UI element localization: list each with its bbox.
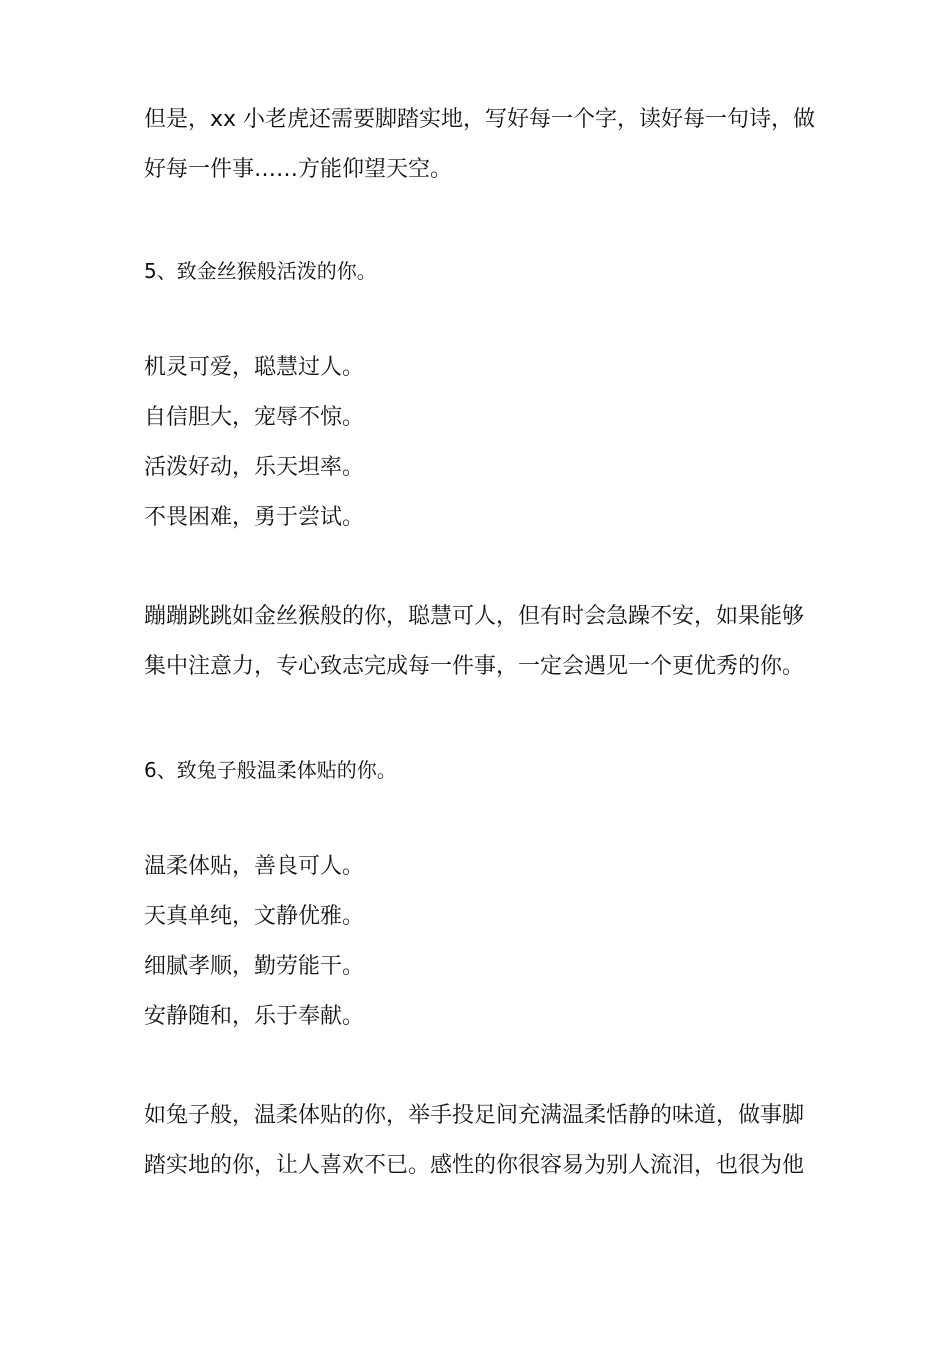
paragraph-line: 如兔子般，温柔体贴的你，举手投足间充满温柔恬静的味道，做事脚 <box>144 1103 805 1128</box>
trait-line: 不畏困难，勇于尝试。 <box>144 505 365 530</box>
section-heading-5: 5、致金丝猴般活泼的你。 <box>144 259 377 283</box>
paragraph-line: 但是，xx 小老虎还需要脚踏实地，写好每一个字，读好每一句诗，做 <box>144 107 816 132</box>
trait-line: 温柔体贴，善良可人。 <box>144 854 365 879</box>
trait-line: 活泼好动，乐天坦率。 <box>144 455 365 480</box>
paragraph-line: 好每一件事……方能仰望天空。 <box>144 157 453 182</box>
trait-line: 机灵可爱，聪慧过人。 <box>144 355 365 380</box>
paragraph-line: 集中注意力，专心致志完成每一件事，一定会遇见一个更优秀的你。 <box>144 654 805 679</box>
trait-line: 细腻孝顺，勤劳能干。 <box>144 954 365 979</box>
trait-line: 天真单纯，文静优雅。 <box>144 904 365 929</box>
trait-line: 自信胆大，宠辱不惊。 <box>144 405 365 430</box>
paragraph-line: 蹦蹦跳跳如金丝猴般的你，聪慧可人，但有时会急躁不安，如果能够 <box>144 604 805 629</box>
paragraph-line: 踏实地的你，让人喜欢不已。感性的你很容易为别人流泪，也很为他 <box>144 1153 805 1178</box>
section-heading-6: 6、致兔子般温柔体贴的你。 <box>144 758 397 782</box>
trait-line: 安静随和，乐于奉献。 <box>144 1004 365 1029</box>
